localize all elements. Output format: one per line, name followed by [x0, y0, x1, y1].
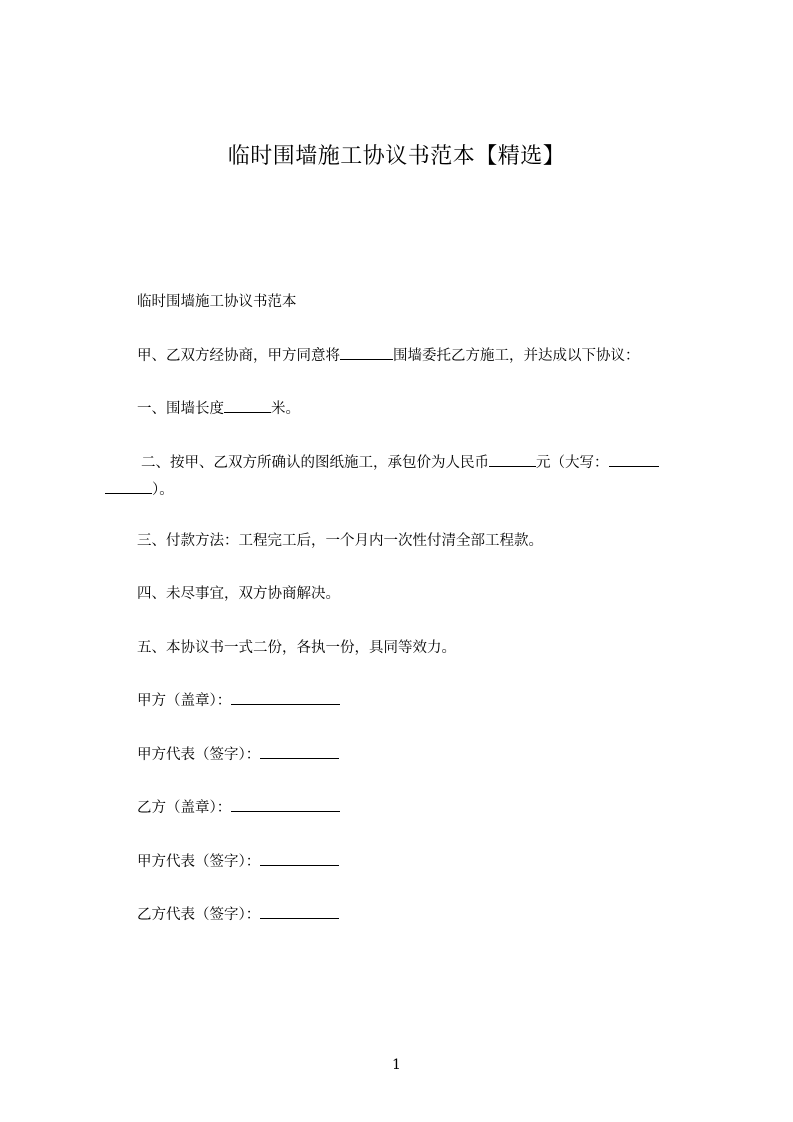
intro-text-before: 甲、乙双方经协商，甲方同意将 — [137, 348, 340, 364]
document-subtitle — [137, 289, 297, 315]
clause-2-uppercase-blank-1 — [609, 451, 659, 467]
party-a-seal-line — [137, 688, 340, 714]
clause-2-uppercase-blank-2 — [105, 478, 152, 494]
clause-3 — [137, 528, 543, 554]
clause-5-text: 五、本协议书一式二份，各执一份，具同等效力。 — [137, 640, 456, 656]
party-a-rep-label: 甲方代表（签字）： — [137, 747, 261, 763]
clause-2-text-before: 二、按甲、乙双方所确认的图纸施工，承包价为人民币 — [141, 455, 489, 471]
intro-paragraph — [137, 343, 640, 369]
clause-2-price-blank — [489, 451, 536, 467]
clause-5 — [137, 635, 456, 661]
clause-4-text: 四、未尽事宜，双方协商解决。 — [137, 586, 340, 602]
clause-2-line-1 — [141, 450, 659, 476]
clause-2-text-middle: 元（大写： — [536, 455, 609, 471]
clause-1-blank-field — [224, 397, 271, 413]
clause-1 — [137, 396, 300, 422]
party-b-seal-line — [137, 795, 340, 821]
party-b-rep-blank — [260, 903, 339, 919]
document-title: 临时围墙施工协议书范本【精选】 — [227, 144, 566, 169]
clause-4 — [137, 581, 340, 607]
clause-1-text-before: 一、围墙长度 — [137, 401, 224, 417]
clause-2-line-2 — [105, 477, 174, 503]
party-a-rep-line — [137, 742, 339, 768]
party-b-rep-label: 乙方代表（签字）： — [137, 907, 261, 923]
page-number: 1 — [392, 1057, 401, 1073]
party-b-seal-blank — [231, 796, 340, 812]
party-b-seal-label: 乙方（盖章）： — [137, 800, 232, 816]
clause-1-text-after: 米。 — [271, 401, 300, 417]
intro-text-after: 围墙委托乙方施工，并达成以下协议： — [393, 348, 640, 364]
clause-3-text: 三、付款方法：工程完工后，一个月内一次性付清全部工程款。 — [137, 533, 543, 549]
intro-blank-field — [340, 344, 393, 360]
party-a-rep-label-2: 甲方代表（签字）： — [137, 854, 261, 870]
party-a-rep-line-2 — [137, 849, 339, 875]
party-a-rep-blank-2 — [260, 850, 339, 866]
clause-2-text-end: ）。 — [152, 482, 174, 498]
party-a-seal-label: 甲方（盖章）： — [137, 693, 232, 709]
party-a-seal-blank — [231, 689, 340, 705]
party-a-rep-blank — [260, 743, 339, 759]
party-b-rep-line — [137, 902, 339, 928]
subtitle-text: 临时围墙施工协议书范本 — [137, 294, 297, 310]
